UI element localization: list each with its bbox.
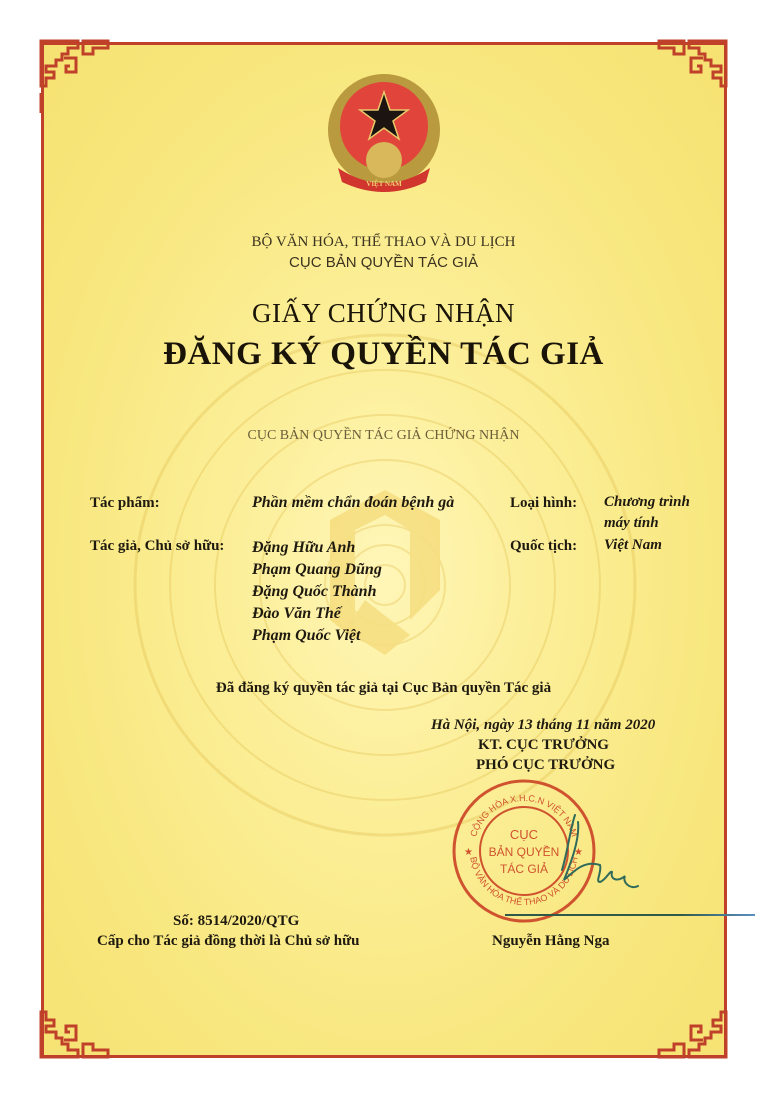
svg-text:★: ★ — [574, 847, 583, 858]
nationality-label: Quốc tịch: — [510, 538, 578, 554]
certificate-title-line2: ĐĂNG KÝ QUYỀN TÁC GIẢ — [163, 336, 604, 372]
svg-text:BẢN QUYỀN: BẢN QUYỀN — [488, 845, 560, 859]
type-label: Loại hình: — [510, 495, 578, 511]
registered-statement: Đã đăng ký quyền tác giả tại Cục Bản quyền Tác giả — [215, 680, 552, 696]
certificate-title-line1: GIẤY CHỨNG NHẬN — [252, 298, 515, 328]
author-name: Đặng Hữu Anh — [252, 539, 356, 556]
signer-title-2: PHÓ CỤC TRƯỞNG — [476, 757, 616, 773]
authors-label: Tác giả, Chủ sở hữu: — [90, 538, 225, 554]
ministry-name: BỘ VĂN HÓA, THỂ THAO VÀ DU LỊCH — [251, 234, 516, 250]
author-name: Phạm Quốc Việt — [252, 627, 361, 644]
signature-line — [505, 914, 755, 916]
work-label: Tác phẩm: — [90, 495, 160, 511]
author-name: Phạm Quang Dũng — [252, 561, 382, 578]
svg-text:CỤC: CỤC — [509, 827, 539, 842]
nationality-value: Việt Nam — [604, 537, 662, 553]
issued-to: Cấp cho Tác giả đồng thời là Chủ sở hữu — [97, 933, 360, 949]
svg-text:CỘNG HÒA X.H.C.N VIỆT NAM: CỘNG HÒA X.H.C.N VIỆT NAM — [468, 792, 580, 838]
certifies-statement: CỤC BẢN QUYỀN TÁC GIẢ CHỨNG NHẬN — [247, 428, 520, 443]
signer-name: Nguyễn Hằng Nga — [492, 933, 610, 949]
border-corner-ornament — [639, 38, 729, 128]
svg-text:★: ★ — [464, 847, 473, 858]
national-emblem — [318, 68, 450, 200]
border-corner-ornament — [38, 970, 128, 1060]
author-name: Đào Văn Thế — [252, 605, 341, 622]
border-corner-ornament — [38, 38, 128, 128]
svg-text:BỘ VĂN HÓA THỂ THAO VÀ DU LỊCH: BỘ VĂN HÓA THỂ THAO VÀ DU LỊCH — [468, 856, 580, 908]
svg-text:VIỆT NAM: VIỆT NAM — [366, 180, 402, 188]
certificate-number: Số: 8514/2020/QTG — [173, 913, 300, 929]
border-corner-ornament — [639, 970, 729, 1060]
signer-title-1: KT. CỤC TRƯỞNG — [478, 737, 609, 753]
author-name: Đặng Quốc Thành — [252, 583, 377, 600]
handwritten-signature — [540, 810, 640, 900]
type-value-line1: Chương trình — [604, 494, 690, 510]
svg-text:TÁC GIẢ: TÁC GIẢ — [499, 862, 549, 876]
type-value-line2: máy tính — [604, 515, 659, 531]
work-value: Phần mềm chẩn đoán bệnh gà — [252, 494, 455, 511]
place-date: Hà Nội, ngày 13 tháng 11 năm 2020 — [431, 717, 656, 733]
agency-name: CỤC BẢN QUYỀN TÁC GIẢ — [289, 254, 478, 271]
